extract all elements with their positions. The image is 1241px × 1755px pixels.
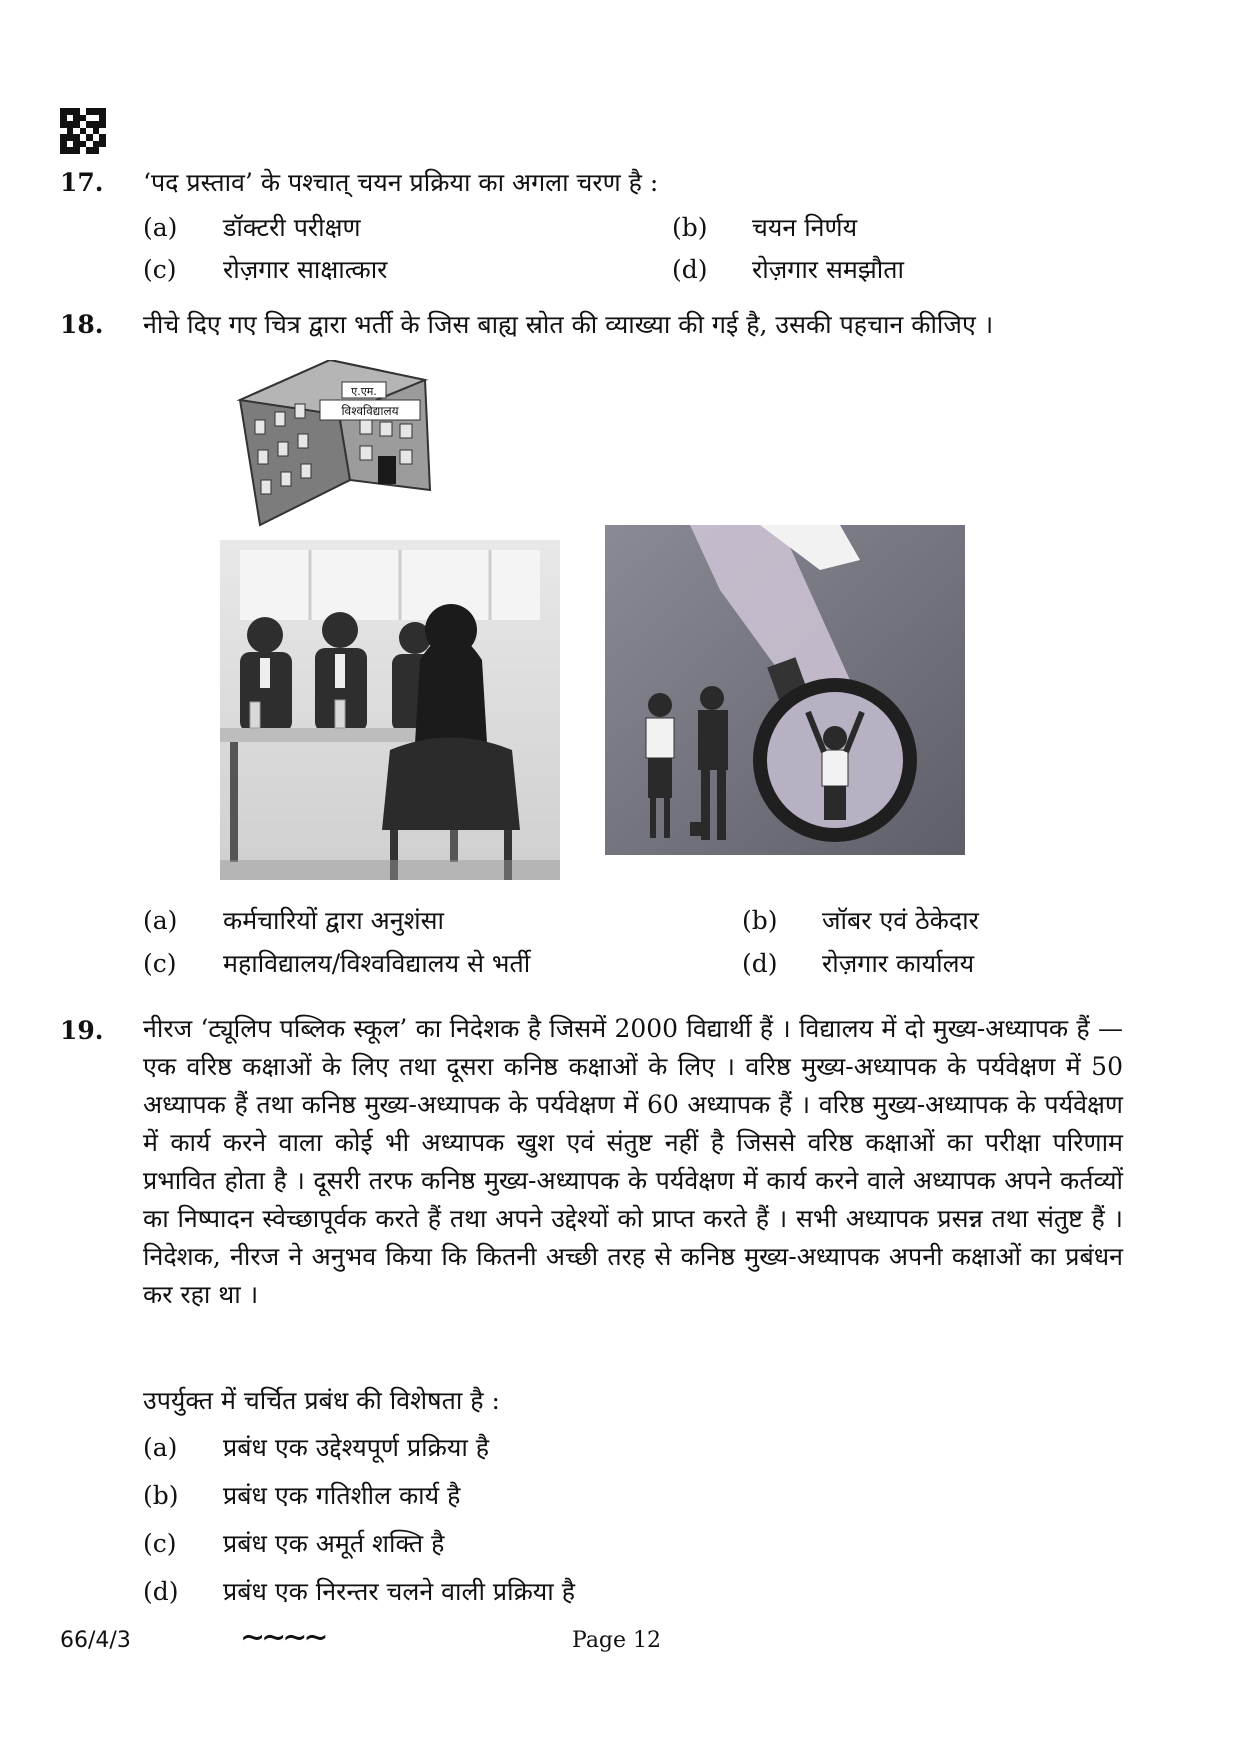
option-a: (a) कर्मचारियों द्वारा अनुशंसा bbox=[143, 906, 444, 935]
option-b: (b) प्रबंध एक गतिशील कार्य है bbox=[143, 1481, 461, 1510]
interview-photo bbox=[220, 540, 560, 880]
building-sign-top: ए.एम. bbox=[351, 385, 377, 398]
question-text: नीचे दिए गए चित्र द्वारा भर्ती के जिस बाह्य स्रोत की व्याख्या की गई है, उसकी पहचान कीजिए । bbox=[143, 310, 994, 339]
option-a: (a) डॉक्टरी परीक्षण bbox=[143, 213, 361, 242]
option-c: (c) महाविद्यालय/विश्वविद्यालय से भर्ती bbox=[143, 949, 531, 978]
qr-code bbox=[60, 108, 106, 154]
question-number: 19. bbox=[60, 1016, 104, 1045]
question-text: ‘पद प्रस्ताव’ के पश्चात् चयन प्रक्रिया का अगला चरण है : bbox=[143, 168, 659, 197]
option-b: (b) चयन निर्णय bbox=[672, 213, 858, 242]
option-c: (c) प्रबंध एक अमूर्त शक्ति है bbox=[143, 1529, 445, 1558]
question-paragraph: नीरज ‘ट्यूलिप पब्लिक स्कूल’ का निदेशक है जिसमें 2000 विद्यार्थी हैं । विद्यालय में दो मुख्य-अध्यापक हैं — एक वरिष्ठ कक्षाओं के लिए तथा दूसरा कनिष्ठ कक्षाओं के लिए । वरिष्ठ मुख्य-अध्यापक के पर्यवेक्षण में 50 अध्यापक हैं तथा कनिष्ठ मुख्य-अध्यापक के पर्यवेक्षण में 60 अध्यापक हैं । वरिष्ठ मुख्य-अध्यापक के पर्यवेक्षण में कार्य करने वाला कोई भी अध्यापक खुश एवं संतुष्ट नहीं है जिससे वरिष्ठ कक्षाओं का परीक्षा परिणाम प्रभावित होता है । दूसरी तरफ कनिष्ठ मुख्य-अध्यापक के पर्यवेक्षण में कार्य करने वाले अध्यापक अपने कर्तव्यों का निष्पादन स्वेच्छापूर्वक करते हैं तथा अपने उद्देश्यों को प्राप्त करते हैं । सभी अध्यापक प्रसन्न तथा संतुष्ट हैं । निदेशक, नीरज ने अनुभव किया कि कितनी अच्छी तरह से कनिष्ठ मुख्य-अध्यापक अपनी कक्षाओं का प्रबंधन कर रहा था । bbox=[143, 1014, 1123, 1309]
option-b: (b) जॉबर एवं ठेकेदार bbox=[742, 906, 979, 935]
question-number: 17. bbox=[60, 168, 104, 197]
page-number: Page 12 bbox=[572, 1628, 662, 1653]
option-c: (c) रोज़गार साक्षात्कार bbox=[143, 255, 388, 284]
recruitment-illustration bbox=[220, 360, 965, 890]
question-prompt: उपर्युक्त में चर्चित प्रबंध की विशेषता है : bbox=[143, 1386, 500, 1415]
question-number: 18. bbox=[60, 310, 104, 339]
university-building-icon bbox=[240, 360, 430, 525]
footer-ornament: ∼∼∼∼ bbox=[240, 1620, 325, 1655]
option-d: (d) रोज़गार कार्यालय bbox=[742, 949, 975, 978]
option-d: (d) रोज़गार समझौता bbox=[672, 255, 904, 284]
paper-code: 66/4/3 bbox=[60, 1628, 131, 1653]
option-d: (d) प्रबंध एक निरन्तर चलने वाली प्रक्रिया है bbox=[143, 1577, 575, 1606]
magnifier-photo bbox=[605, 525, 965, 855]
option-a: (a) प्रबंध एक उद्देश्यपूर्ण प्रक्रिया है bbox=[143, 1433, 490, 1462]
building-sign-bottom: विश्वविद्यालय bbox=[341, 404, 399, 418]
